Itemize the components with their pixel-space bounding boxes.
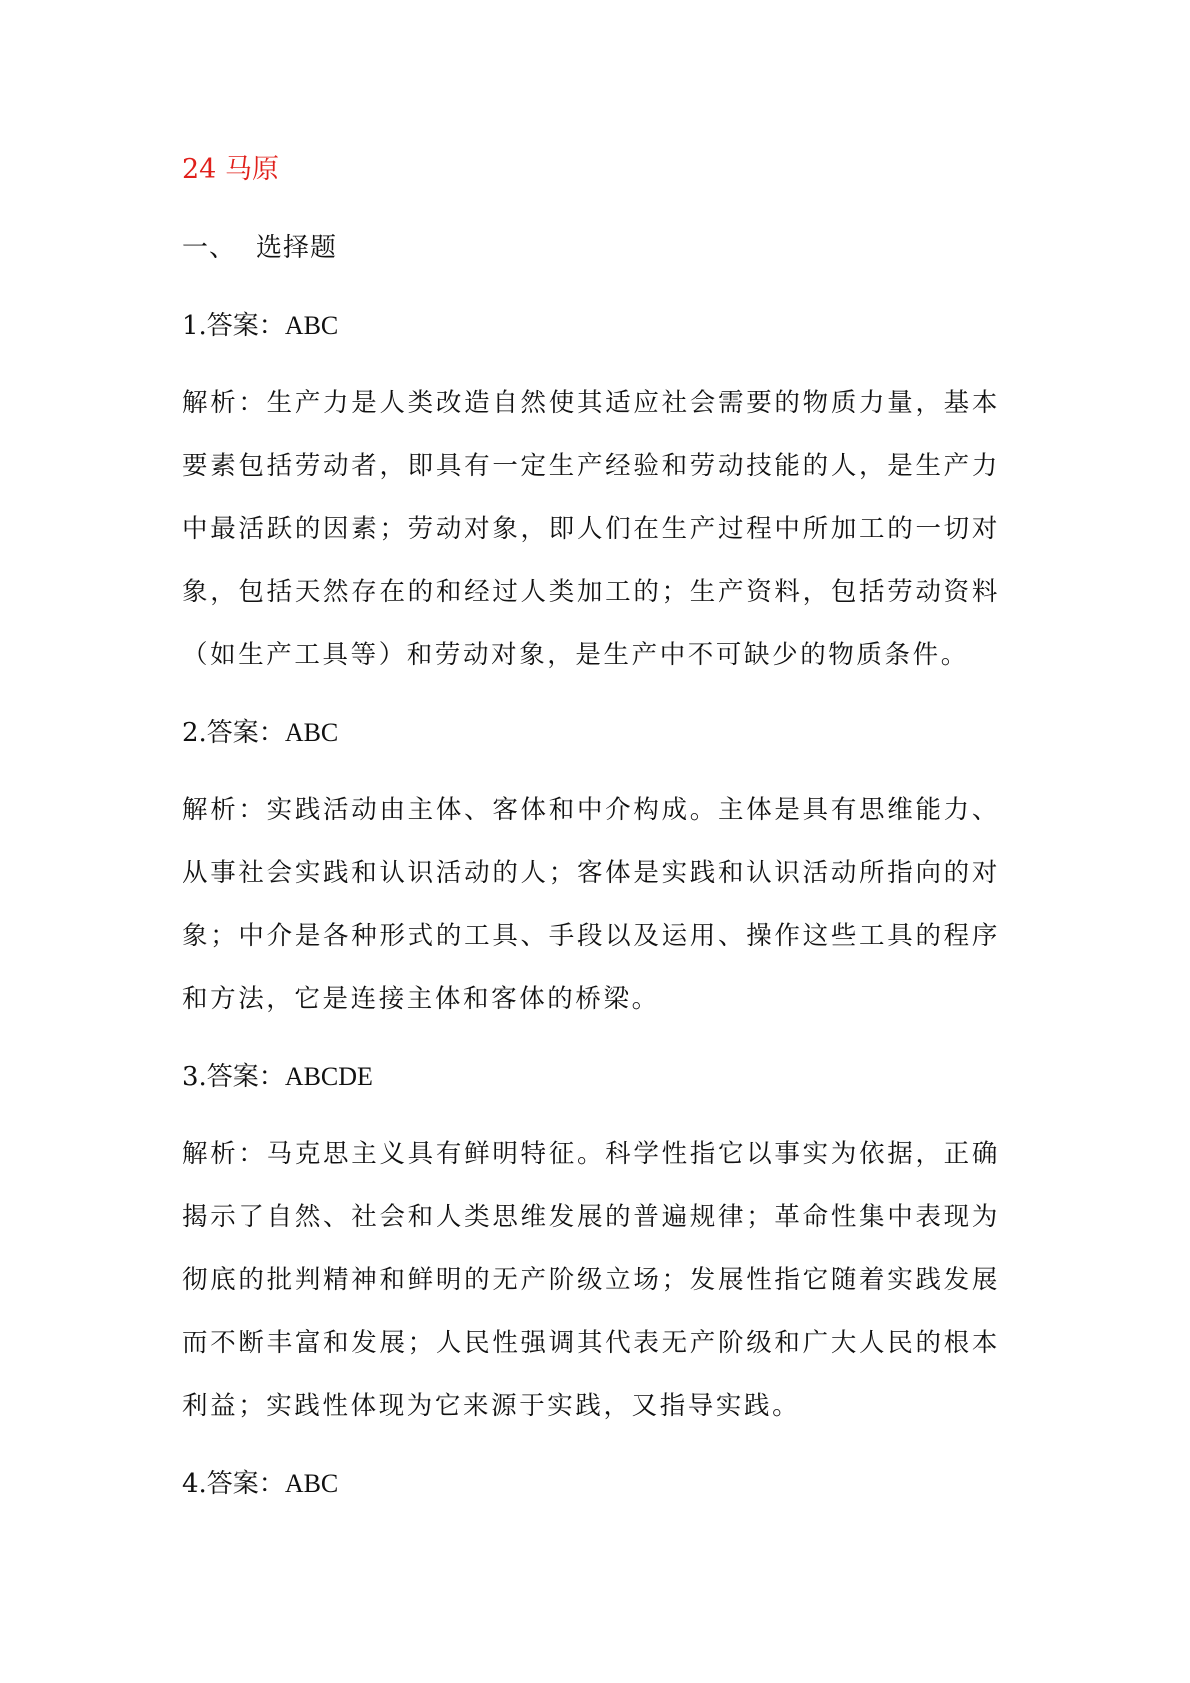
answer-value: ABC bbox=[284, 1469, 339, 1498]
answer-prefix: 2.答案： bbox=[182, 718, 285, 748]
answer-line-4 bbox=[182, 1464, 1000, 1504]
answer-value: ABCDE bbox=[284, 1062, 373, 1091]
section-label: 选择题 bbox=[256, 233, 338, 263]
answer-line-1 bbox=[182, 306, 1000, 346]
section-number: 一、 bbox=[182, 233, 237, 263]
explanation-2: 解析：实践活动由主体、客体和中介构成。主体是具有思维能力、从事社会实践和认识活动的人；客体是实践和认识活动所指向的对象；中介是各种形式的工具、手段以及运用、操作这些工具的程序和方法，它是连接主体和客体的桥梁。 bbox=[182, 795, 1000, 1014]
answer-value: ABC bbox=[284, 311, 339, 340]
answer-line-3 bbox=[182, 1057, 1000, 1097]
answer-prefix: 1.答案： bbox=[182, 311, 285, 341]
answer-prefix: 4.答案： bbox=[182, 1469, 285, 1499]
answer-prefix: 3.答案： bbox=[182, 1062, 285, 1092]
section-heading bbox=[182, 228, 1000, 268]
document-title: 24 马原 bbox=[182, 154, 279, 185]
answer-value: ABC bbox=[284, 718, 339, 747]
explanation-3: 解析：马克思主义具有鲜明特征。科学性指它以事实为依据，正确揭示了自然、社会和人类思维发展的普遍规律；革命性集中表现为彻底的批判精神和鲜明的无产阶级立场；发展性指它随着实践发展而不断丰富和发展；人民性强调其代表无产阶级和广大人民的根本利益；实践性体现为它来源于实践，又指导实践。 bbox=[182, 1139, 1000, 1421]
answer-line-2 bbox=[182, 713, 1000, 753]
explanation-1: 解析：生产力是人类改造自然使其适应社会需要的物质力量，基本要素包括劳动者，即具有一定生产经验和劳动技能的人，是生产力中最活跃的因素；劳动对象，即人们在生产过程中所加工的一切对象，包括天然存在的和经过人类加工的；生产资料，包括劳动资料（如生产工具等）和劳动对象，是生产中不可缺少的物质条件。 bbox=[182, 388, 1000, 670]
document-page bbox=[182, 150, 1000, 1542]
